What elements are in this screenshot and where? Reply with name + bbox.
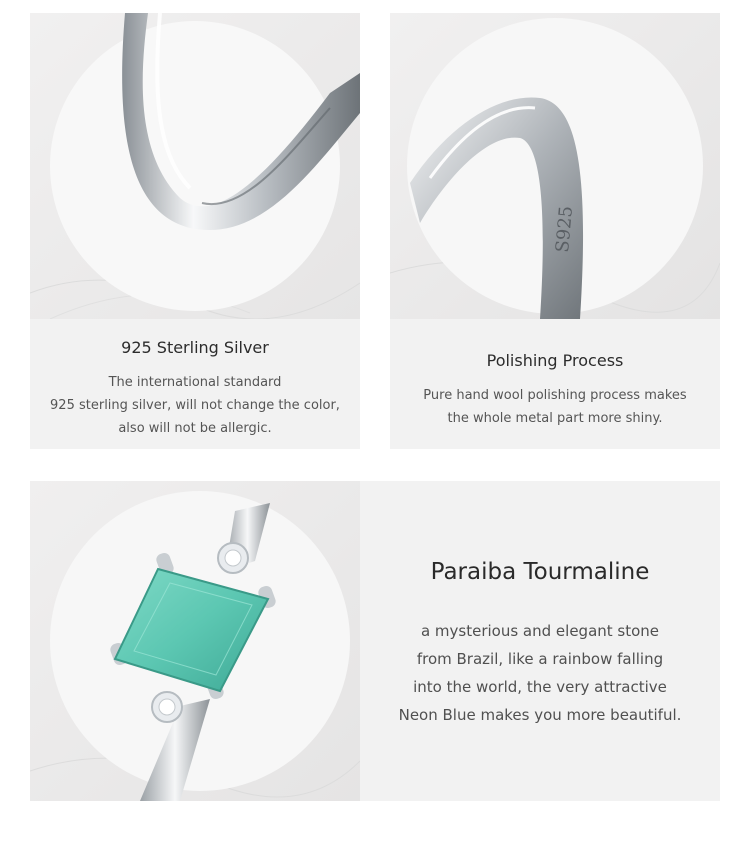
description-line: Neon Blue makes you more beautiful. — [398, 706, 682, 724]
ring-engraving-text: S925 — [552, 205, 578, 254]
description-line: 925 sterling silver, will not change the color, — [50, 398, 340, 413]
ring-inner-engraving-photo — [390, 13, 720, 319]
description-line: Pure hand wool polishing process makes — [423, 388, 687, 403]
ring-band-closeup-photo — [30, 13, 360, 319]
description-line: from Brazil, like a rainbow falling — [416, 650, 664, 668]
highlight-card-paraiba-tourmaline — [30, 481, 720, 801]
feature-caption — [30, 338, 360, 440]
description-line: a mysterious and elegant stone — [420, 622, 660, 640]
feature-card-polishing-process — [390, 13, 720, 449]
feature-description — [30, 371, 360, 440]
description-line: the whole metal part more shiny. — [447, 411, 663, 426]
highlight-description — [375, 617, 705, 729]
description-line: also will not be allergic. — [118, 421, 272, 436]
feature-title: Polishing Process — [486, 351, 624, 370]
feature-title: 925 Sterling Silver — [121, 338, 269, 357]
highlight-caption — [375, 559, 705, 729]
feature-description — [390, 384, 720, 430]
description-line: into the world, the very attractive — [413, 678, 667, 696]
highlight-title: Paraiba Tourmaline — [430, 559, 650, 585]
feature-caption — [390, 351, 720, 430]
description-line: The international standard — [108, 375, 282, 390]
tourmaline-ring-photo — [30, 481, 360, 801]
feature-card-sterling-silver — [30, 13, 360, 449]
